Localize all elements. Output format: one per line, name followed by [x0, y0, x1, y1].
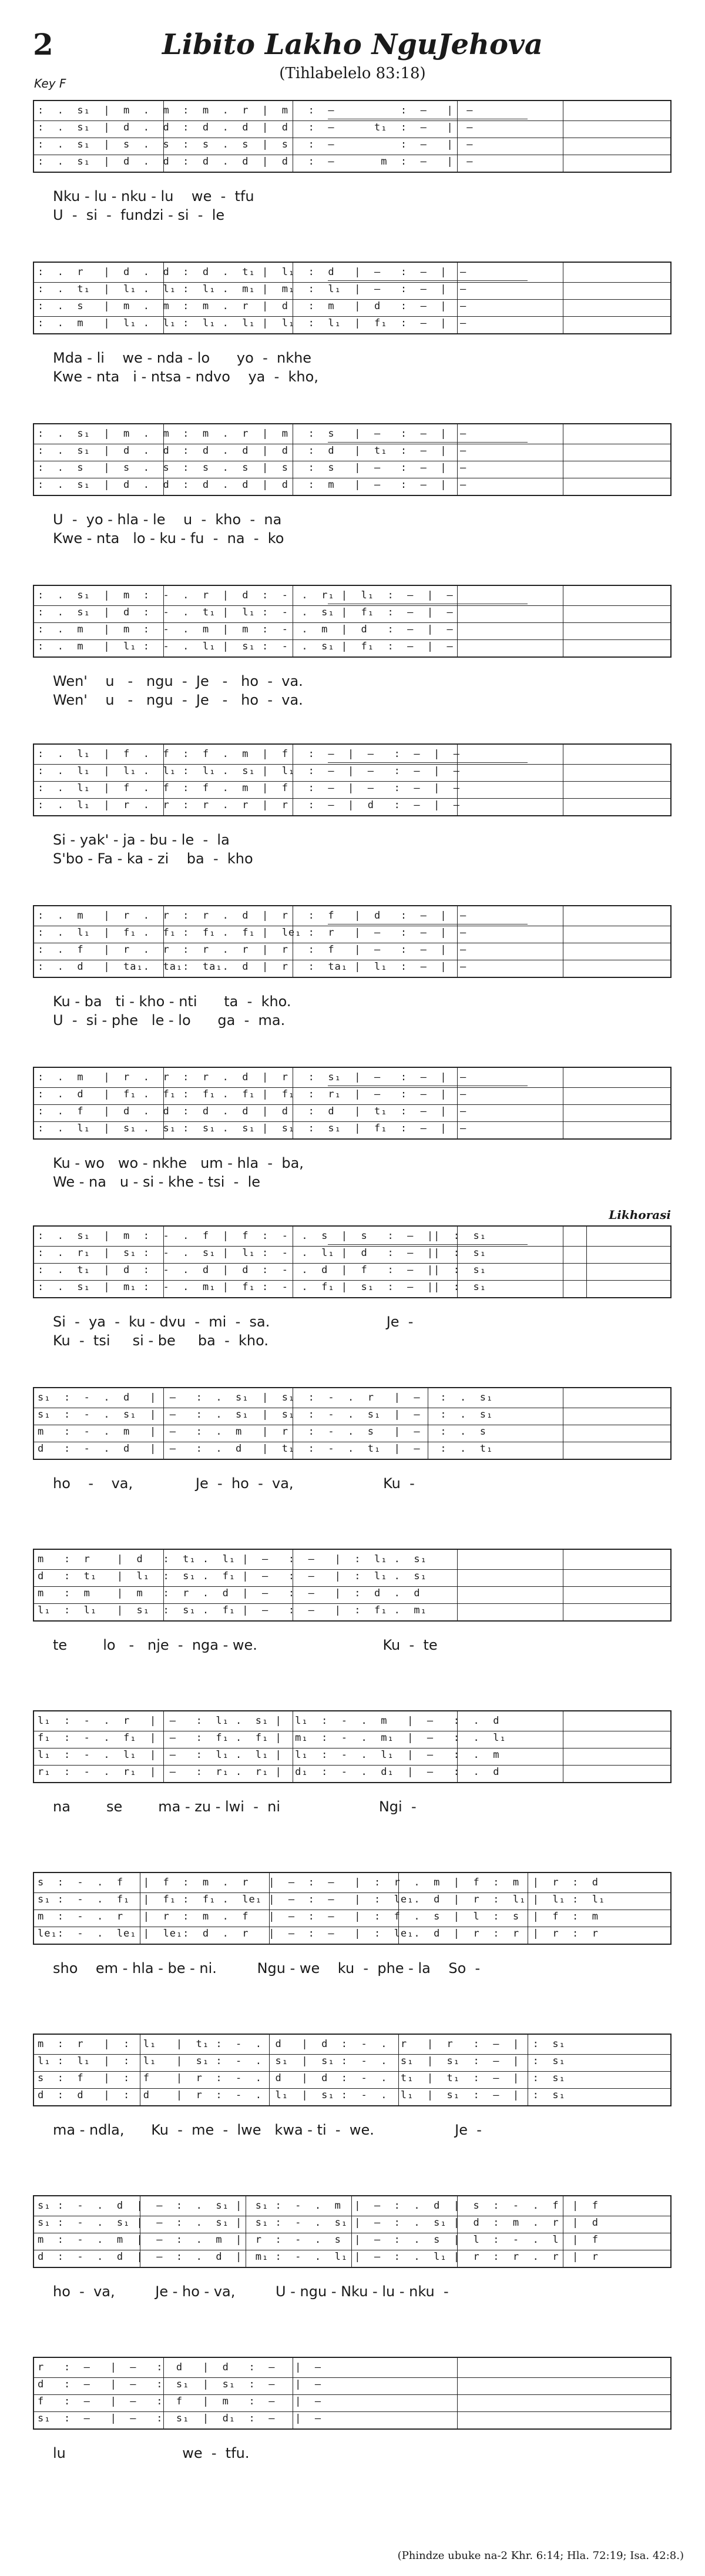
music-system	[33, 2357, 672, 2430]
voice-line: : . l₁ | f . f : f . m | f : — | — : — | —	[38, 748, 461, 760]
hymn-number: 2	[33, 27, 53, 62]
voice-line: : . s₁ | d . d : d . d | d : d | t₁ : — | —	[38, 445, 467, 457]
lyric-line: Kwe - nta i - ntsa - ndvo ya - kho,	[53, 369, 318, 385]
voice-line: m : m | m : r . d | — : — | : d . d	[38, 1587, 421, 1599]
lyric-line: ma - ndla, Ku - me - lwe kwa - ti - we. Je -	[53, 2122, 482, 2138]
voice-line: : . f | d . d : d . d | d : d | t₁ : — | —	[38, 1106, 467, 1117]
voice-line: l₁ : - . l₁ | — : l₁ . l₁ | l₁ : - . l₁ | — : . m	[38, 1749, 500, 1761]
music-system	[33, 905, 672, 978]
voice-line: le₁: - . le₁ | le₁: d . r | — : — | : le₁. d | r : r | r : r	[38, 1928, 599, 1939]
voice-line: : . s₁ | m₁ : - . m₁ | f₁ : - . f₁ | s₁ : — || : s₁	[38, 1281, 486, 1293]
voice-line: : . l₁ | f . f : f . m | f : — | — : — | —	[38, 782, 461, 794]
music-system	[33, 1067, 672, 1140]
music-system	[33, 2195, 672, 2268]
voice-line: s₁ : — | — : s₁ | d₁ : — | —	[38, 2413, 322, 2424]
voice-line: : . m | l₁ . l₁ : l₁ . l₁ | l₁ : l₁ | f₁ : — | —	[38, 317, 467, 329]
voice-line: : . s | m . m : m . r | d : m | d : — | —	[38, 300, 467, 312]
voice-line: : . s₁ | m : - . f | f : - . s | s : — || : s₁	[38, 1230, 486, 1242]
lyric-line: ho - va, Je - ho - va, Ku -	[53, 1475, 415, 1492]
lyric-line: Ku - ba ti - kho - nti ta - kho.	[53, 993, 291, 1010]
music-system	[33, 1872, 672, 1945]
voice-line: : . m | m : - . m | m : - . m | d : — | —	[38, 624, 454, 635]
lyric-line: lu we - tfu.	[53, 2445, 250, 2461]
lyric-line: S'bo - Fa - ka - zi ba - kho	[53, 850, 253, 867]
hymn-subtitle: (Tihlabelelo 83:18)	[279, 65, 426, 82]
voice-line: m : r | : l₁ | t₁ : - . d | d : - . r | r : — | : s₁	[38, 2038, 566, 2050]
lyric-line: Si - ya - ku - dvu - mi - sa. Je -	[53, 1314, 414, 1330]
music-system	[33, 100, 672, 173]
voice-line: d : - . d | — : . d | t₁ : - . t₁ | — : . t₁	[38, 1443, 494, 1455]
voice-line: : . m | l₁ : - . l₁ | s₁ : - . s₁ | f₁ : — | —	[38, 641, 454, 652]
voice-line: d : d | : d | r : - . l₁ | s₁ : - . l₁ | s₁ : — | : s₁	[38, 2089, 566, 2101]
voice-line: : . s₁ | m : - . r | d : - . r₁ | l₁ : — | —	[38, 589, 454, 601]
music-system	[33, 585, 672, 658]
voice-line: : . m | r . r : r . d | r : f | d : — | —	[38, 910, 467, 922]
voice-line: : . s₁ | s . s : s . s | s : — : — | —	[38, 139, 474, 150]
voice-line: : . s₁ | m . m : m . r | m : s | — : — | —	[38, 428, 467, 440]
lyric-line: ho - va, Je - ho - va, U - ngu - Nku - lu - nku -	[53, 2283, 449, 2300]
lyric-line: U - si - fundzi - si - le	[53, 207, 225, 223]
lyric-line: te lo - nje - nga - we. Ku - te	[53, 1637, 438, 1653]
lyric-line: Ku - tsi si - be ba - kho.	[53, 1332, 269, 1349]
music-system	[33, 1225, 672, 1298]
voice-line: : . r | d . d : d . t₁ | l₁ : d | — : — | —	[38, 266, 467, 278]
lyric-line: sho em - hla - be - ni. Ngu - we ku - phe - la So -	[53, 1960, 481, 1977]
voice-line: : . s₁ | d . d : d . d | d : m | — : — | —	[38, 479, 467, 491]
music-system	[33, 743, 672, 816]
music-system	[33, 423, 672, 496]
lyric-line: Wen' u - ngu - Je - ho - va.	[53, 692, 303, 708]
voice-line: : . s₁ | d : - . t₁ | l₁ : - . s₁ | f₁ : — | —	[38, 607, 454, 618]
voice-line: d : t₁ | l₁ : s₁ . f₁ | — : — | : l₁ . s₁	[38, 1570, 427, 1582]
voice-line: : . s₁ | m . m : m . r | m : — : — | —	[38, 105, 474, 116]
lyric-line: Kwe - nta lo - ku - fu - na - ko	[53, 530, 284, 547]
voice-line: l₁ : l₁ | : l₁ | s₁ : - . s₁ | s₁ : - . s₁ | s₁ : — | : s₁	[38, 2055, 566, 2067]
music-system	[33, 1549, 672, 1622]
voice-line: r₁ : - . r₁ | — : r₁ . r₁ | d₁ : - . d₁ | — : . d	[38, 1766, 500, 1778]
tie-line	[328, 762, 528, 763]
voice-line: : . r₁ | s₁ : - . s₁ | l₁ : - . l₁ | d : — || : s₁	[38, 1247, 486, 1259]
music-system	[33, 262, 672, 334]
lyric-line: na se ma - zu - lwi - ni Ngi -	[53, 1798, 417, 1815]
voice-line: m : r | d : t₁ . l₁ | — : — | : l₁ . s₁	[38, 1553, 427, 1565]
voice-line: : . s₁ | d . d : d . d | d : — t₁ : — | —	[38, 122, 474, 133]
voice-line: d : - . d | — : . d | m₁ : - . l₁ | — : . l₁ | r : r . r | r	[38, 2251, 599, 2263]
lyric-line: Si - yak' - ja - bu - le - la	[53, 832, 230, 848]
lyric-line: Mda - li we - nda - lo yo - nkhe	[53, 350, 312, 366]
chorus-label: Likhorasi	[609, 1208, 671, 1222]
voice-line: r : — | — : d | d : — | —	[38, 2361, 322, 2373]
key-signature: Key F	[34, 76, 66, 91]
voice-line: d : — | — : s₁ | s₁ : — | —	[38, 2379, 322, 2390]
voice-line: : . t₁ | d : - . d | d : - . d | f : — || : s₁	[38, 1264, 486, 1276]
voice-line: : . m | r . r : r . d | r : s₁ | — : — | —	[38, 1071, 467, 1083]
voice-line: s₁ : - . s₁ | — : . s₁ | s₁ : - . s₁ | — : . s₁ | d : m . r | d	[38, 2217, 599, 2229]
voice-line: s₁ : - . s₁ | — : . s₁ | s₁ : - . s₁ | — : . s₁	[38, 1409, 494, 1421]
tie-line	[328, 280, 528, 281]
voice-line: l₁ : l₁ | s₁ : s₁ . f₁ | — : — | : f₁ . m₁	[38, 1604, 427, 1616]
voice-line: : . d | f₁ . f₁ : f₁ . f₁ | f₁ : r₁ | — : — | —	[38, 1088, 467, 1100]
voice-line: s : f | : f | r : - . d | d : - . t₁ | t₁ : — | : s₁	[38, 2072, 566, 2084]
voice-line: s₁ : - . d | — : . s₁ | s₁ : - . m | — : . d | s : - . f | f	[38, 2200, 599, 2212]
voice-line: f₁ : - . f₁ | — : f₁ . f₁ | m₁ : - . m₁ | — : . l₁	[38, 1732, 506, 1744]
voice-line: l₁ : - . r | — : l₁ . s₁ | l₁ : - . m | — : . d	[38, 1715, 500, 1727]
lyric-line: We - na u - si - khe - tsi - le	[53, 1174, 261, 1190]
voice-line: m : - . m | — : . m | r : - . s | — : . s | l : - . l | f	[38, 2234, 599, 2246]
voice-line: m : - . r | r : m . f | — : — | : f . s | l : s | f : m	[38, 1911, 599, 1922]
lyric-line: U - si - phe le - lo ga - ma.	[53, 1012, 286, 1029]
music-system	[33, 1387, 672, 1460]
voice-line: : . s | s . s : s . s | s : s | — : — | —	[38, 462, 467, 474]
voice-line: : . l₁ | s₁ . s₁ : s₁ . s₁ | s₁ : s₁ | f₁ : — | —	[38, 1123, 467, 1134]
voice-line: : . s₁ | d . d : d . d | d : — m : — | —	[38, 156, 474, 168]
lyric-line: Wen' u - ngu - Je - ho - va.	[53, 673, 303, 689]
lyric-line: Nku - lu - nku - lu we - tfu	[53, 188, 254, 205]
voice-line: : . l₁ | r . r : r . r | r : — | d : — | —	[38, 799, 461, 811]
voice-line: : . l₁ | f₁ . f₁ : f₁ . f₁ | le₁ : r | — : — | —	[38, 927, 467, 939]
voice-line: : . t₁ | l₁ . l₁ : l₁ . m₁ | m₁ : l₁ | — : — | —	[38, 283, 467, 295]
lyric-line: Ku - wo wo - nkhe um - hla - ba,	[53, 1155, 304, 1171]
music-system	[33, 1710, 672, 1783]
music-system	[33, 2034, 672, 2106]
voice-line: s : - . f | f : m . r | — : — | : r . m | f : m | r : d	[38, 1877, 599, 1888]
lyric-line: U - yo - hla - le u - kho - na	[53, 511, 282, 528]
tie-line	[328, 1244, 528, 1245]
voice-line: : . f | r . r : r . r | r : f | — : — | —	[38, 944, 467, 956]
tie-line	[328, 442, 528, 443]
voice-line: : . d | ta₁. ta₁: ta₁. d | r : ta₁ | l₁ : — | —	[38, 961, 467, 973]
scripture-footnote: (Phindze ubuke na-2 Khr. 6:14; Hla. 72:19; Isa. 42:8.)	[397, 2550, 684, 2562]
voice-line: s₁ : - . f₁ | f₁ : f₁ . le₁ | — : — | : le₁. d | r : l₁ | l₁ : l₁	[38, 1894, 606, 1905]
voice-line: : . l₁ | l₁ . l₁ : l₁ . s₁ | l₁ : — | — : — | —	[38, 765, 461, 777]
voice-line: f : — | — : f | m : — | —	[38, 2396, 322, 2407]
voice-line: m : - . m | — : . m | r : - . s | — : . s	[38, 1426, 486, 1438]
hymn-title: Libito Lakho NguJehova	[162, 28, 543, 61]
voice-line: s₁ : - . d | — : . s₁ | s₁ : - . r | — : . s₁	[38, 1392, 494, 1403]
